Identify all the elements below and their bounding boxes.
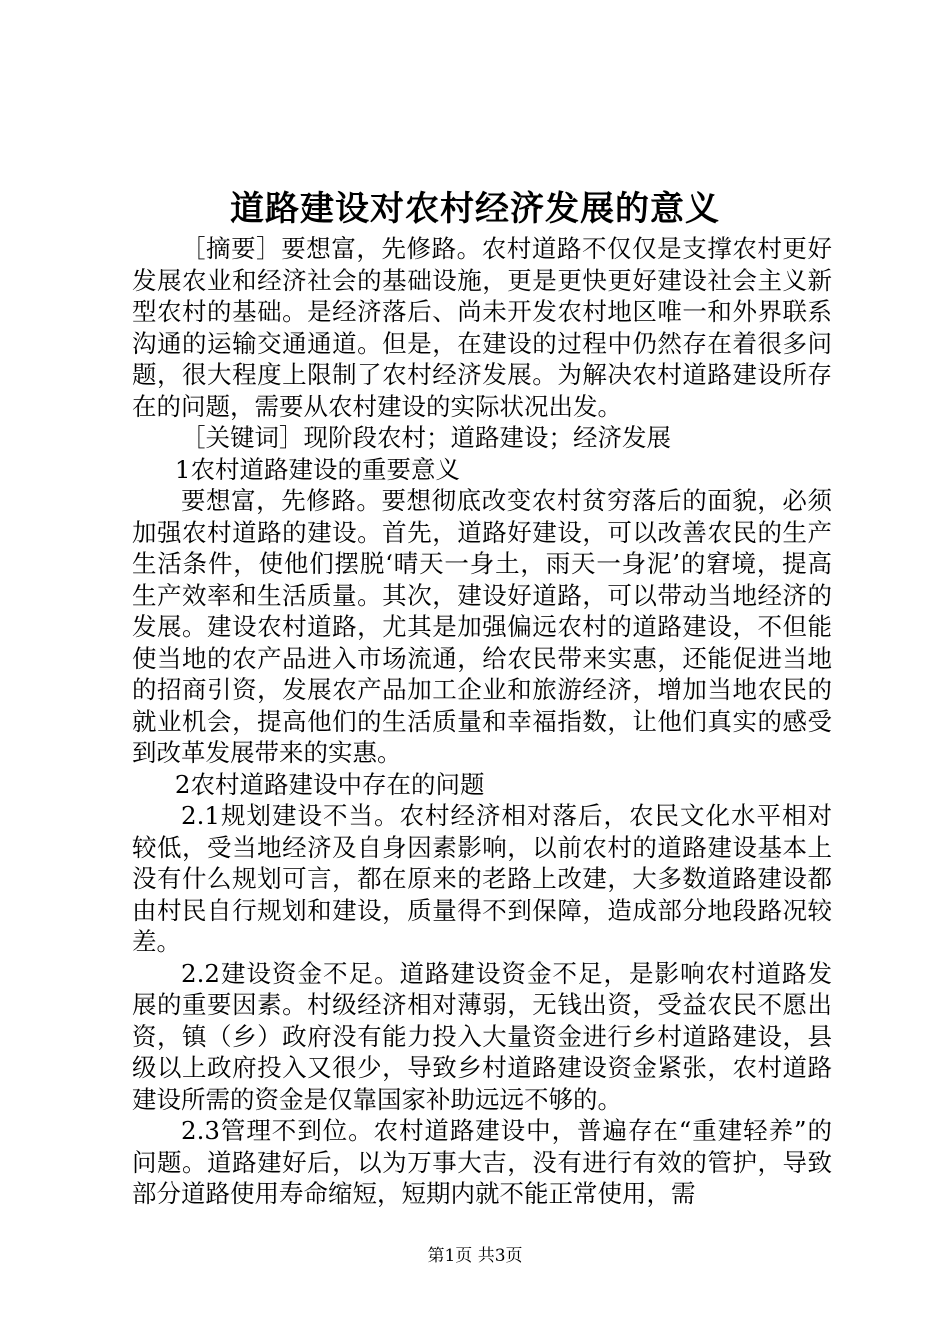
page-footer: 第1页 共3页 <box>427 1246 523 1266</box>
abstract-paragraph: ［摘要］要想富，先修路。农村道路不仅仅是支撑农村更好发展农业和经济社会的基础设施，更是更快更好建设社会主义新型农村的基础。是经济落后、尚未开发农村地区唯一和外界联系沟通的运输交通通道。但是，在建设的过程中仍然存在着很多问题，很大程度上限制了农村经济发展。为解决农村道路建设所存在的问题，需要从农村建设的实际状况出发。 <box>132 234 832 421</box>
section-heading-2: 2农村道路建设中存在的问题 <box>174 769 485 799</box>
body-paragraph: 2.3管理不到位。农村道路建设中，普遍存在“重建轻养”的问题。道路建好后，以为万事大吉，没有进行有效的管护，导致部分道路使用寿命缩短，短期内就不能正常使用，需 <box>132 1116 832 1208</box>
body-paragraph: 2.1规划建设不当。农村经济相对落后，农民文化水平相对较低，受当地经济及自身因素影响，以前农村的道路建设基本上没有什么规划可言，都在原来的老路上改建，大多数道路建设都由村民自行规划和建设，质量得不到保障，造成部分地段路况较差。 <box>132 801 832 956</box>
document-body <box>132 233 832 1210</box>
document-title: 道路建设对农村经济发展的意义 <box>230 189 720 229</box>
body-paragraph: 要想富，先修路。要想彻底改变农村贫穷落后的面貌，必须加强农村道路的建设。首先，道路好建设，可以改善农民的生产生活条件，使他们摆脱‘晴天一身土，雨天一身泥’的窘境，提高生产效率和生活质量。其次，建设好道路，可以带动当地经济的发展。建设农村道路，尤其是加强偏远农村的道路建设，不但能使当地的农产品进入市场流通，给农民带来实惠，还能促进当地的招商引资，发展农产品加工企业和旅游经济，增加当地农民的就业机会，提高他们的生活质量和幸福指数，让他们真实的感受到改革发展带来的实惠。 <box>132 486 832 767</box>
section-heading-1: 1农村道路建设的重要意义 <box>174 454 460 484</box>
body-paragraph: 2.2建设资金不足。道路建设资金不足，是影响农村道路发展的重要因素。村级经济相对薄弱，无钱出资，受益农民不愿出资，镇（乡）政府没有能力投入大量资金进行乡村道路建设，县级以上政府投入又很少，导致乡村道路建设资金紧张，农村道路建设所需的资金是仅靠国家补助远远不够的。 <box>132 958 832 1114</box>
keywords-paragraph: ［关键词］现阶段农村；道路建设；经济发展 <box>181 423 671 452</box>
